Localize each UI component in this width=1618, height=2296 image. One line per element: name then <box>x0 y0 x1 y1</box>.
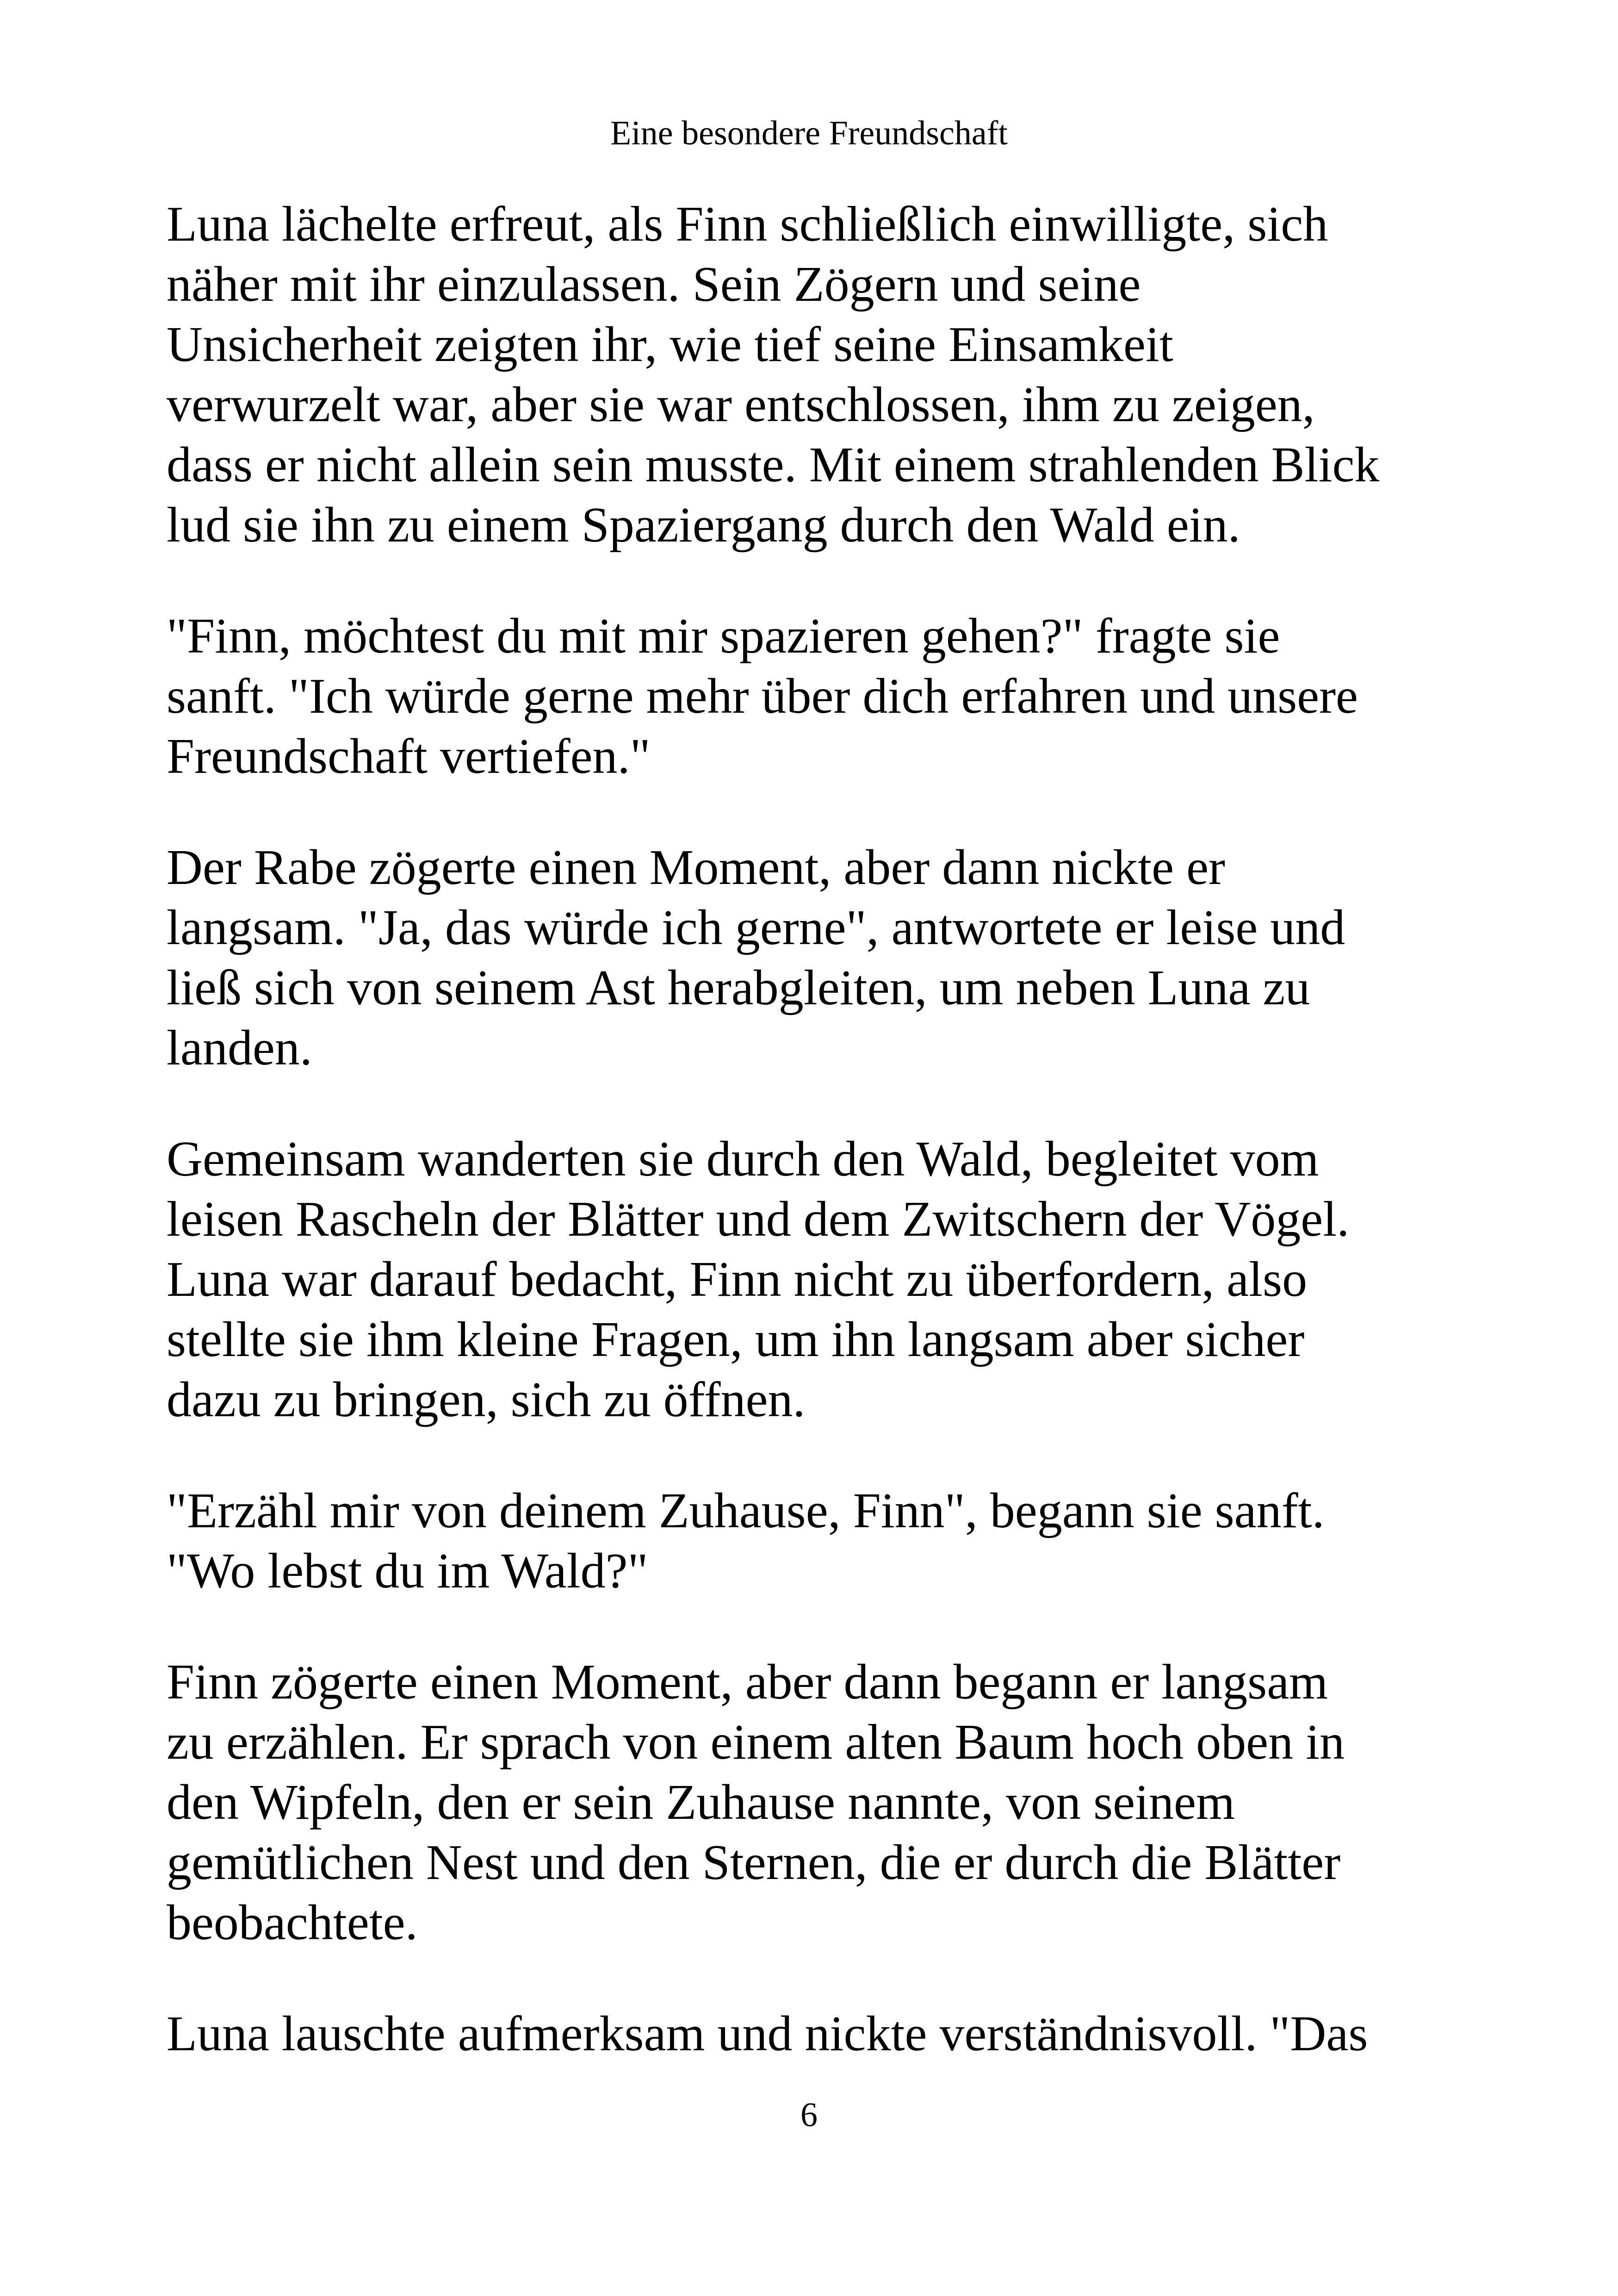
text-line: näher mit ihr einzulassen. Sein Zögern und seine <box>167 257 1141 312</box>
text-line: stellte sie ihm kleine Fragen, um ihn langsam aber sicher <box>167 1312 1305 1367</box>
running-header: Eine besondere Freundschaft <box>610 114 1008 152</box>
text-line: "Wo lebst du im Wald?" <box>167 1543 648 1599</box>
text-line: Gemeinsam wanderten sie durch den Wald, begleitet vom <box>167 1132 1319 1187</box>
text-line: Der Rabe zögerte einen Moment, aber dann nickte er <box>167 840 1225 895</box>
paragraph <box>167 2004 1453 2064</box>
text-line: Luna lächelte erfreut, als Finn schließlich einwilligte, sich <box>167 197 1328 252</box>
text-line: beobachtete. <box>167 1895 418 1950</box>
text-line: leisen Rascheln der Blätter und dem Zwitschern der Vögel. <box>167 1192 1350 1247</box>
paragraph <box>167 606 1453 787</box>
page-number: 6 <box>800 2096 818 2134</box>
text-line: ließ sich von seinem Ast herabgleiten, um neben Luna zu <box>167 960 1310 1015</box>
text-line: Finn zögerte einen Moment, aber dann begann er langsam <box>167 1655 1328 1710</box>
text-line: Freundschaft vertiefen." <box>167 729 651 784</box>
text-line: sanft. "Ich würde gerne mehr über dich erfahren und unsere <box>167 669 1358 724</box>
paragraph <box>167 1652 1453 1953</box>
text-line: lud sie ihn zu einem Spaziergang durch den Wald ein. <box>167 498 1240 553</box>
text-line: Luna lauschte aufmerksam und nickte verständnisvoll. "Das <box>167 2006 1368 2061</box>
paragraph <box>167 838 1453 1078</box>
body-text <box>167 194 1453 2115</box>
text-line: landen. <box>167 1020 312 1076</box>
text-line: verwurzelt war, aber sie war entschlossen, ihm zu zeigen, <box>167 377 1315 432</box>
text-line: Unsicherheit zeigten ihr, wie tief seine Einsamkeit <box>167 317 1173 372</box>
text-line: dazu zu bringen, sich zu öffnen. <box>167 1372 806 1427</box>
text-line: gemütlichen Nest und den Sternen, die er durch die Blätter <box>167 1835 1341 1890</box>
paragraph <box>167 194 1453 555</box>
paragraph <box>167 1481 1453 1601</box>
text-line: zu erzählen. Er sprach von einem alten Baum hoch oben in <box>167 1715 1345 1770</box>
text-line: langsam. "Ja, das würde ich gerne", antwortete er leise und <box>167 900 1345 955</box>
text-line: "Finn, möchtest du mit mir spazieren gehen?" fragte sie <box>167 609 1280 664</box>
text-line: dass er nicht allein sein musste. Mit einem strahlenden Blick <box>167 437 1380 492</box>
text-line: den Wipfeln, den er sein Zuhause nannte, von seinem <box>167 1775 1235 1830</box>
paragraph <box>167 1129 1453 1430</box>
text-line: Luna war darauf bedacht, Finn nicht zu überfordern, also <box>167 1252 1308 1307</box>
text-line: "Erzähl mir von deinem Zuhause, Finn", begann sie sanft. <box>167 1483 1325 1538</box>
